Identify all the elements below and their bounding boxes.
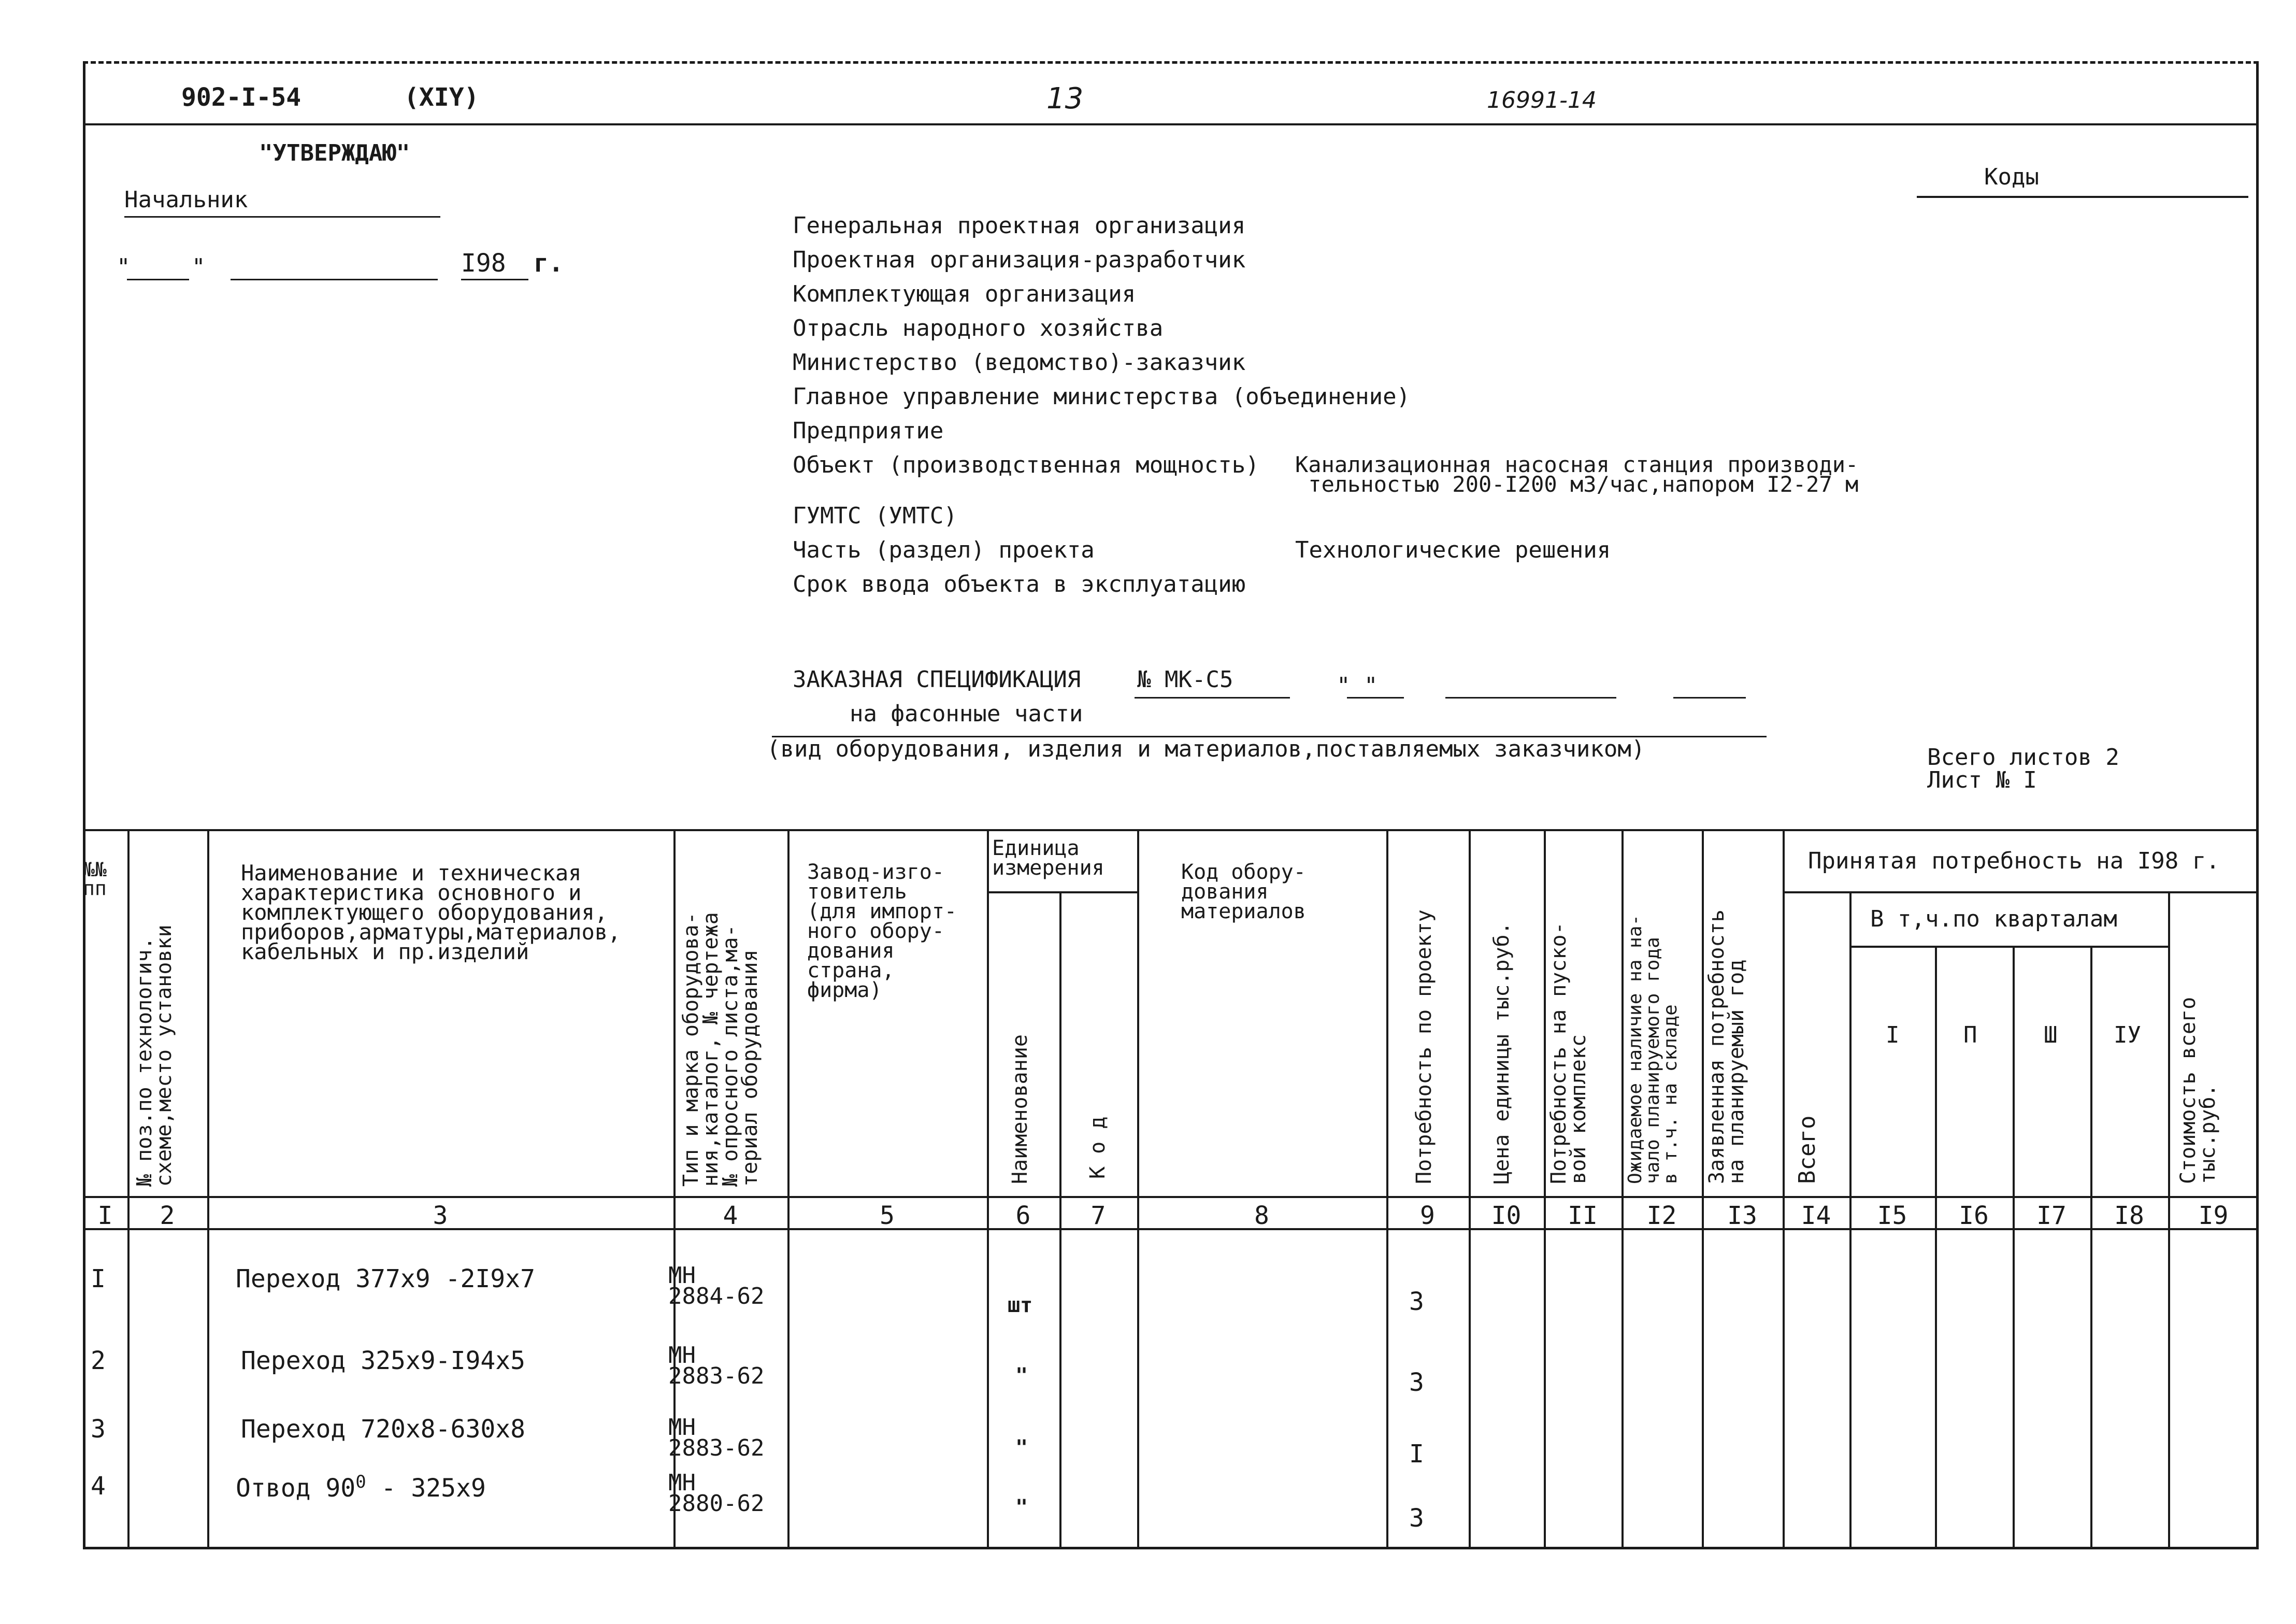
col-number-9: 9 <box>1420 1201 1435 1230</box>
col-divider-11 <box>1621 829 1624 1549</box>
field-ministry: Министерство (ведомство)-заказчик <box>793 349 1246 376</box>
col-divider-15 <box>1935 946 1937 1549</box>
item-type <box>668 1414 765 1461</box>
item-quantity: 3 <box>1409 1504 1424 1533</box>
spec-number: № МК-С5 <box>1137 666 1233 693</box>
spec-date-quote: " " <box>1337 673 1378 699</box>
registration-number: 16991-14 <box>1487 87 1597 113</box>
spec-subtitle: на фасонные части <box>850 701 1083 727</box>
field-main-department: Главное управление министерства (объединение) <box>793 383 1411 410</box>
col-number-8: 8 <box>1254 1201 1269 1230</box>
item-quantity: I <box>1409 1440 1424 1469</box>
col-number-3: 3 <box>433 1201 448 1230</box>
spec-caption: (вид оборудования, изделия и материалов,поставляемых заказчиком) <box>767 736 1645 762</box>
col-number-15: I5 <box>1877 1201 1907 1230</box>
col-number-11: II <box>1568 1201 1598 1230</box>
item-unit: " <box>1015 1495 1028 1519</box>
col-number-18: I8 <box>2114 1201 2144 1230</box>
col-header-1: №№ пп <box>83 858 107 900</box>
chief-line <box>124 187 440 218</box>
col-header-4: Тип и марка оборудова- ния,каталог, № чертежа № опросного листа,ма- териал оборудования <box>679 912 762 1187</box>
col-header-2: № поз.по технологич. схеме,место установки <box>133 924 176 1187</box>
spec-date-month-line <box>1445 697 1616 699</box>
spec-date-day-line <box>1347 697 1404 699</box>
field-object: Объект (производственная мощность) <box>793 452 1259 478</box>
item-type-series: МН <box>668 1414 696 1441</box>
col-divider-1 <box>127 829 130 1549</box>
field-project-part: Часть (раздел) проекта <box>793 537 1095 563</box>
col-number-17: I7 <box>2036 1201 2067 1230</box>
col-divider-8 <box>1386 829 1388 1549</box>
row-number: 4 <box>91 1472 106 1501</box>
row-number: 3 <box>91 1415 106 1444</box>
field-design-org: Проектная организация-разработчик <box>793 247 1246 273</box>
col-number-7: 7 <box>1090 1201 1106 1230</box>
codes-label: Коды <box>1984 164 2039 190</box>
item-name: Переход 377х9 -2I9х7 <box>236 1264 535 1293</box>
field-supply-org: Комплектующая организация <box>793 281 1136 307</box>
spec-title: ЗАКАЗНАЯ СПЕЦИФИКАЦИЯ <box>793 666 1081 693</box>
codes-line <box>1917 196 2248 198</box>
col-number-14: I4 <box>1801 1201 1831 1230</box>
col-number-6: 6 <box>1015 1201 1031 1230</box>
col-header-19: Стоимость всего тыс.руб. <box>2176 996 2220 1184</box>
header-divider <box>83 123 2259 125</box>
field-enterprise: Предприятие <box>793 418 944 444</box>
spec-number-line <box>1135 697 1290 699</box>
quarters-header: В т,ч.по кварталам <box>1870 906 2117 932</box>
item-unit: шт <box>1008 1293 1033 1317</box>
field-general-org: Генеральная проектная организация <box>793 212 1246 239</box>
col-number-16: I6 <box>1959 1201 1989 1230</box>
doc-code: 902-I-54 <box>181 83 302 112</box>
item-type-series: МН <box>668 1470 696 1496</box>
accepted-header: Принятая потребность на I98 г. <box>1808 848 2220 874</box>
col-header-5: Завод-изго- товитель (для импорт- ного обору- дования страна, фирма) <box>807 860 957 1002</box>
table-top-line <box>83 829 2259 831</box>
item-quantity: 3 <box>1409 1368 1424 1397</box>
col-divider-4 <box>787 829 790 1549</box>
sheet-number: Лист № I <box>1927 767 2037 793</box>
date-quote-close: " <box>192 254 206 280</box>
item-name-degree: 0 <box>355 1472 366 1492</box>
col-number-19: I9 <box>2198 1201 2229 1230</box>
item-name: Переход 325х9-I94х5 <box>241 1346 526 1375</box>
row-number: I <box>91 1264 106 1293</box>
item-type <box>668 1262 765 1309</box>
col-header-14: Всего <box>1794 1115 1820 1184</box>
col-divider-2 <box>207 829 209 1549</box>
accepted-subheader-line <box>1783 891 2259 893</box>
item-type <box>668 1342 765 1389</box>
volume-label: (XIY) <box>404 83 479 112</box>
col-divider-17 <box>2090 946 2092 1549</box>
col-number-10: I0 <box>1491 1201 1522 1230</box>
col-header-q4: IУ <box>2114 1022 2141 1048</box>
page-number: 13 <box>1046 82 1084 116</box>
item-name-tail: - 325х9 <box>366 1474 486 1503</box>
item-unit: " <box>1015 1364 1028 1388</box>
item-type-number: 2883-62 <box>668 1363 765 1389</box>
col-number-1: I <box>97 1201 113 1230</box>
col-header-13: Заявленная потребность на планируемый год <box>1705 909 1748 1184</box>
item-type-number: 2883-62 <box>668 1435 765 1461</box>
item-unit: " <box>1015 1436 1028 1460</box>
date-month-line <box>231 279 438 280</box>
spec-date-year-line <box>1673 697 1746 699</box>
total-sheets: Всего листов 2 <box>1927 744 2119 771</box>
quarters-subheader-line <box>1849 946 2168 948</box>
year-suffix: г. <box>534 249 564 278</box>
col-divider-16 <box>2013 946 2015 1549</box>
chief-label: Начальник <box>124 187 248 213</box>
col-divider-13 <box>1783 829 1785 1549</box>
item-name: Переход 720х8-630х8 <box>241 1415 526 1444</box>
approval-year: I98 <box>461 249 506 278</box>
item-type-number: 2880-62 <box>668 1490 765 1517</box>
col-header-12: Ожидаемое наличие на на- чало планируемого года в т.ч. на складе <box>1625 914 1681 1184</box>
item-type-series: МН <box>668 1262 696 1289</box>
row-number: 2 <box>91 1346 106 1375</box>
item-name-main: Отвод 90 <box>236 1474 356 1503</box>
col-number-5: 5 <box>880 1201 895 1230</box>
field-commissioning-date: Срок ввода объекта в эксплуатацию <box>793 571 1246 597</box>
col-number-13: I3 <box>1727 1201 1757 1230</box>
unit-header: Единица измерения <box>992 836 1104 880</box>
col-number-12: I2 <box>1646 1201 1677 1230</box>
col-header-q3: Ш <box>2044 1022 2058 1048</box>
col-divider-5 <box>987 829 989 1549</box>
col-number-2: 2 <box>160 1201 175 1230</box>
item-name <box>236 1472 486 1503</box>
document-frame <box>83 61 2259 1549</box>
col-header-q1: I <box>1886 1022 1900 1048</box>
col-header-11: Потребность на пуско- вой комплекс <box>1547 922 1590 1184</box>
item-type <box>668 1470 765 1517</box>
item-type-series: МН <box>668 1342 696 1369</box>
col-divider-9 <box>1469 829 1471 1549</box>
date-day-line <box>127 279 189 280</box>
date-quote-open: " <box>117 254 131 280</box>
col-divider-12 <box>1702 829 1704 1549</box>
col-header-6: Наименование <box>1008 1034 1032 1184</box>
col-header-q2: П <box>1963 1022 1977 1048</box>
item-quantity: 3 <box>1409 1287 1424 1316</box>
col-header-9: Потребность по проекту <box>1412 909 1436 1184</box>
field-gumts: ГУМТС (УМТС) <box>793 503 957 529</box>
col-header-10: Цена единицы тыс.руб. <box>1490 922 1514 1184</box>
col-divider-10 <box>1544 829 1546 1549</box>
col-header-3: Наименование и техническая характеристика основного и комплектующего оборудования, приборов,арматуры,материалов, кабельных и пр.изделий <box>241 860 621 964</box>
approve-title: "УТВЕРЖДАЮ" <box>259 140 410 166</box>
col-header-8: Код обору- дования материалов <box>1181 860 1306 923</box>
col-divider-7 <box>1137 829 1139 1549</box>
unit-subheader-line <box>987 891 1137 893</box>
col-number-4: 4 <box>723 1201 738 1230</box>
field-project-part-value: Технологические решения <box>1295 537 1611 563</box>
year-line <box>461 279 528 280</box>
col-header-7: К о д <box>1086 1116 1110 1179</box>
item-type-number: 2884-62 <box>668 1283 765 1309</box>
field-industry: Отрасль народного хозяйства <box>793 315 1164 341</box>
field-object-value: Канализационная насосная станция производи- тельностью 200-I200 м3/час,напором I2-27 м <box>1295 452 1859 497</box>
table-header-bottom <box>83 1196 2259 1198</box>
